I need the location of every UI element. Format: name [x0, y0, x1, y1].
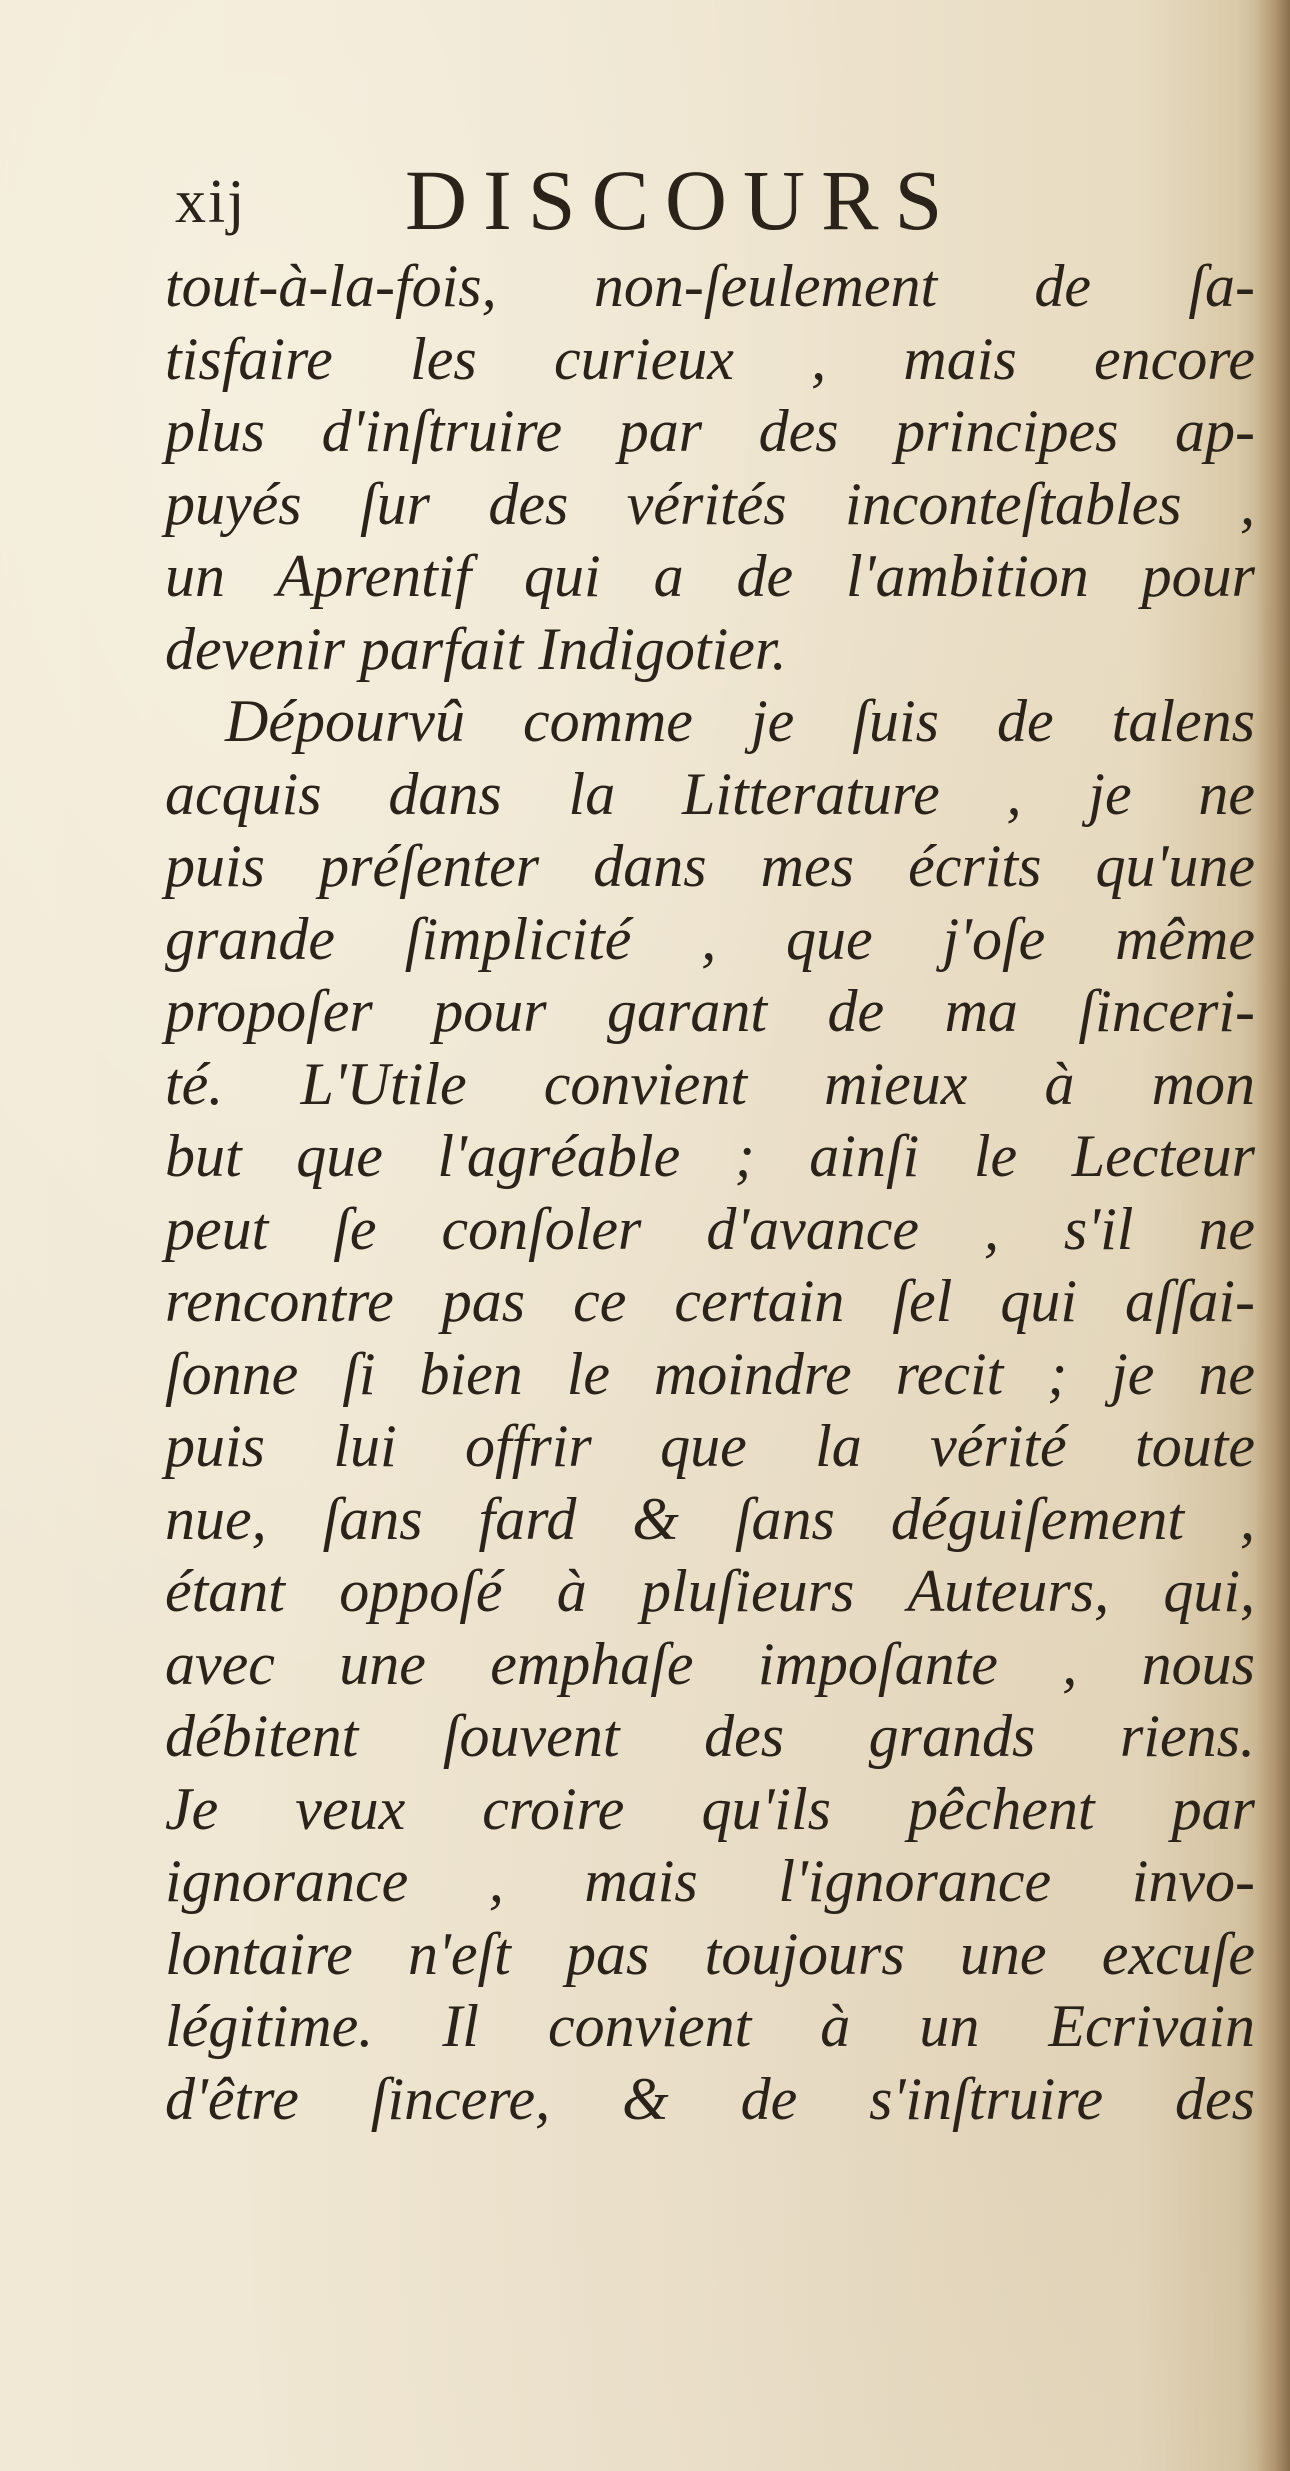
text-line: puyés ſur des vérités inconteſtables , [165, 470, 1255, 537]
text-line: avec une emphaſe impoſante , nous [165, 1630, 1255, 1697]
page-gutter-shadow [1256, 0, 1290, 2471]
text-line: tisfaire les curieux , mais encore [165, 325, 1255, 392]
text-line: peut ſe conſoler d'avance , s'il ne [165, 1195, 1255, 1262]
text-line: tout-à-la-fois, non-ſeulement de ſa- [165, 253, 1255, 319]
text-line: étant oppoſé à pluſieurs Auteurs, qui, [165, 1558, 1255, 1624]
body-text [165, 250, 1255, 2135]
text-line: devenir parfait Indigotier. [165, 615, 787, 682]
text-line: rencontre pas ce certain ſel qui aſſai- [165, 1268, 1255, 1334]
text-line: ignorance , mais l'ignorance invo- [165, 1848, 1255, 1914]
text-line: d'être ſincere, & de s'inſtruire des [165, 2065, 1255, 2132]
page-header [175, 150, 1175, 260]
text-line: Je veux croire qu'ils pêchent par [165, 1775, 1255, 1842]
text-line: propoſer pour garant de ma ſinceri- [165, 978, 1255, 1044]
text-line: légitime. Il convient à un Ecrivain [165, 1993, 1255, 2059]
text-line: plus d'inſtruire par des principes ap- [165, 398, 1255, 464]
text-line: grande ſimplicité , que j'oſe même [165, 905, 1255, 972]
running-title: DISCOURS [405, 152, 959, 248]
text-line: but que l'agréable ; ainſi le Lecteur [165, 1123, 1255, 1189]
text-line: lontaire n'eſt pas toujours une excuſe [165, 1920, 1255, 1987]
text-line: puis préſenter dans mes écrits qu'une [165, 833, 1255, 899]
text-line: débitent ſouvent des grands riens. [165, 1703, 1255, 1769]
page-number: xij [175, 168, 247, 236]
text-line: Dépourvû comme je ſuis de talens [225, 688, 1255, 754]
text-line: nue, ſans fard & ſans déguiſement , [165, 1485, 1255, 1552]
text-line: té. L'Utile convient mieux à mon [165, 1050, 1255, 1117]
text-line: acquis dans la Litterature , je ne [165, 760, 1255, 827]
text-line: ſonne ſi bien le moindre recit ; je ne [165, 1340, 1255, 1407]
text-line: puis lui offrir que la vérité toute [165, 1413, 1255, 1479]
text-line: un Aprentif qui a de l'ambition pour [165, 543, 1255, 609]
